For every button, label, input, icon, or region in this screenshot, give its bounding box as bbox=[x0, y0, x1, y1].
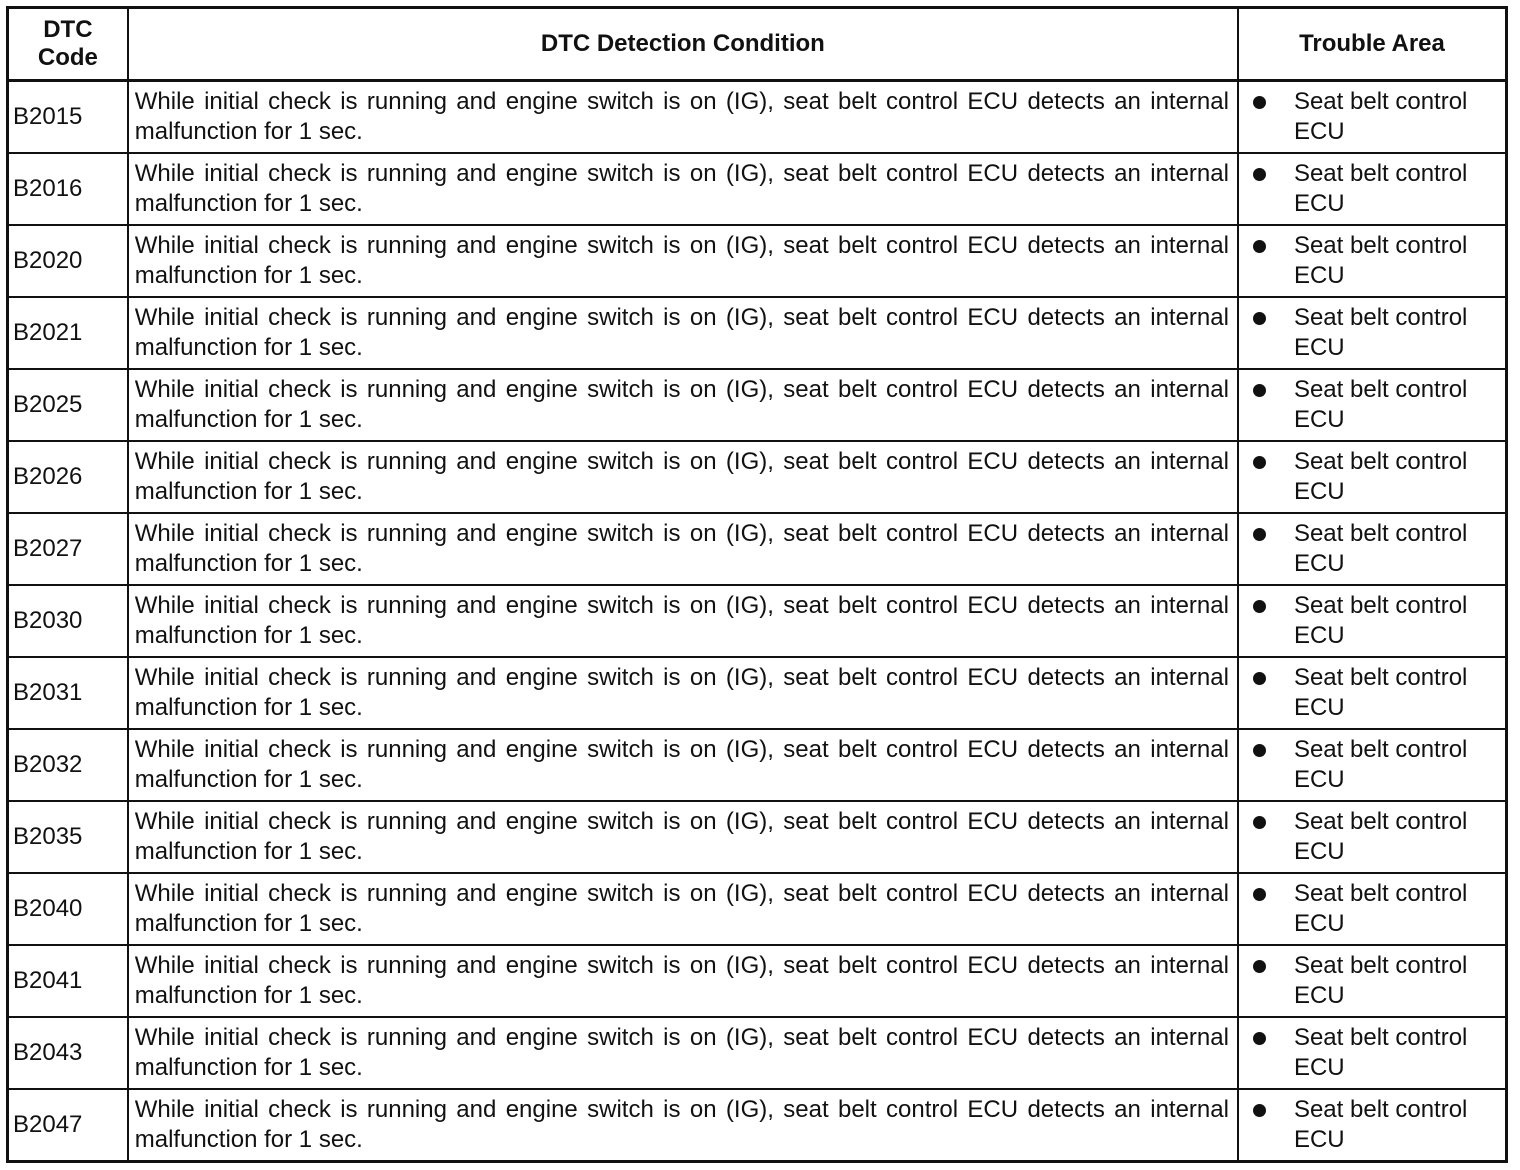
bullet-icon bbox=[1253, 384, 1266, 397]
trouble-area-text: Seat belt control ECU bbox=[1293, 1096, 1468, 1153]
trouble-area-text: Seat belt control ECU bbox=[1293, 880, 1468, 937]
trouble-area-cell bbox=[1238, 153, 1507, 225]
trouble-area-cell bbox=[1238, 945, 1507, 1017]
table-row bbox=[8, 873, 1507, 945]
trouble-area-cell bbox=[1238, 513, 1507, 585]
dtc-code-cell: B2040 bbox=[8, 873, 128, 945]
trouble-area-text: Seat belt control ECU bbox=[1293, 376, 1468, 433]
trouble-area-cell bbox=[1238, 369, 1507, 441]
trouble-area-item bbox=[1253, 591, 1499, 651]
detection-condition-cell: While initial check is running and engine switch is on (IG), seat belt control ECU detects an internal malfunction for 1 sec. bbox=[128, 1017, 1238, 1089]
dtc-code-cell: B2047 bbox=[8, 1089, 128, 1162]
dtc-code-cell: B2035 bbox=[8, 801, 128, 873]
trouble-area-text: Seat belt control ECU bbox=[1293, 736, 1468, 793]
dtc-code-cell: B2026 bbox=[8, 441, 128, 513]
table-row bbox=[8, 441, 1507, 513]
table-row bbox=[8, 657, 1507, 729]
detection-condition-cell: While initial check is running and engine switch is on (IG), seat belt control ECU detects an internal malfunction for 1 sec. bbox=[128, 441, 1238, 513]
table-row bbox=[8, 729, 1507, 801]
bullet-icon bbox=[1253, 888, 1266, 901]
trouble-area-item bbox=[1253, 447, 1499, 507]
trouble-area-text: Seat belt control ECU bbox=[1293, 592, 1468, 649]
bullet-icon bbox=[1253, 240, 1266, 253]
trouble-area-item bbox=[1253, 159, 1499, 219]
trouble-area-cell bbox=[1238, 225, 1507, 297]
trouble-area-item bbox=[1253, 303, 1499, 363]
dtc-code-cell: B2027 bbox=[8, 513, 128, 585]
table-row bbox=[8, 369, 1507, 441]
trouble-area-cell bbox=[1238, 1089, 1507, 1162]
detection-condition-cell: While initial check is running and engine switch is on (IG), seat belt control ECU detects an internal malfunction for 1 sec. bbox=[128, 945, 1238, 1017]
table-row bbox=[8, 81, 1507, 154]
trouble-area-cell bbox=[1238, 1017, 1507, 1089]
trouble-area-cell bbox=[1238, 657, 1507, 729]
trouble-area-cell bbox=[1238, 873, 1507, 945]
trouble-area-text: Seat belt control ECU bbox=[1293, 304, 1468, 361]
trouble-area-cell bbox=[1238, 585, 1507, 657]
dtc-code-cell: B2032 bbox=[8, 729, 128, 801]
table-row bbox=[8, 153, 1507, 225]
trouble-area-text: Seat belt control ECU bbox=[1293, 664, 1468, 721]
detection-condition-cell: While initial check is running and engine switch is on (IG), seat belt control ECU detects an internal malfunction for 1 sec. bbox=[128, 513, 1238, 585]
dtc-code-cell: B2043 bbox=[8, 1017, 128, 1089]
trouble-area-cell bbox=[1238, 801, 1507, 873]
trouble-area-text: Seat belt control ECU bbox=[1293, 232, 1468, 289]
trouble-area-item bbox=[1253, 807, 1499, 867]
header-detection-condition: DTC Detection Condition bbox=[128, 8, 1238, 81]
dtc-code-cell: B2020 bbox=[8, 225, 128, 297]
trouble-area-item bbox=[1253, 663, 1499, 723]
trouble-area-item bbox=[1253, 1095, 1499, 1155]
dtc-code-cell: B2030 bbox=[8, 585, 128, 657]
trouble-area-item bbox=[1253, 375, 1499, 435]
table-row bbox=[8, 945, 1507, 1017]
table-header-row bbox=[8, 8, 1507, 81]
bullet-icon bbox=[1253, 1104, 1266, 1117]
trouble-area-item bbox=[1253, 231, 1499, 291]
bullet-icon bbox=[1253, 456, 1266, 469]
trouble-area-text: Seat belt control ECU bbox=[1293, 88, 1468, 145]
detection-condition-cell: While initial check is running and engine switch is on (IG), seat belt control ECU detects an internal malfunction for 1 sec. bbox=[128, 585, 1238, 657]
detection-condition-cell: While initial check is running and engine switch is on (IG), seat belt control ECU detects an internal malfunction for 1 sec. bbox=[128, 369, 1238, 441]
dtc-code-cell: B2025 bbox=[8, 369, 128, 441]
bullet-icon bbox=[1253, 96, 1266, 109]
detection-condition-cell: While initial check is running and engine switch is on (IG), seat belt control ECU detects an internal malfunction for 1 sec. bbox=[128, 657, 1238, 729]
trouble-area-cell bbox=[1238, 441, 1507, 513]
detection-condition-cell: While initial check is running and engine switch is on (IG), seat belt control ECU detects an internal malfunction for 1 sec. bbox=[128, 297, 1238, 369]
detection-condition-cell: While initial check is running and engine switch is on (IG), seat belt control ECU detects an internal malfunction for 1 sec. bbox=[128, 729, 1238, 801]
bullet-icon bbox=[1253, 528, 1266, 541]
trouble-area-text: Seat belt control ECU bbox=[1293, 520, 1468, 577]
trouble-area-text: Seat belt control ECU bbox=[1293, 952, 1468, 1009]
detection-condition-cell: While initial check is running and engine switch is on (IG), seat belt control ECU detects an internal malfunction for 1 sec. bbox=[128, 153, 1238, 225]
trouble-area-text: Seat belt control ECU bbox=[1293, 448, 1468, 505]
bullet-icon bbox=[1253, 672, 1266, 685]
dtc-table bbox=[6, 6, 1508, 1163]
bullet-icon bbox=[1253, 960, 1266, 973]
table-row bbox=[8, 1089, 1507, 1162]
trouble-area-item bbox=[1253, 1023, 1499, 1083]
dtc-code-cell: B2041 bbox=[8, 945, 128, 1017]
table-row bbox=[8, 297, 1507, 369]
dtc-code-cell: B2021 bbox=[8, 297, 128, 369]
header-dtc-code: DTC Code bbox=[8, 8, 128, 81]
header-trouble-area: Trouble Area bbox=[1238, 8, 1507, 81]
trouble-area-item bbox=[1253, 951, 1499, 1011]
trouble-area-item bbox=[1253, 87, 1499, 147]
table-row bbox=[8, 225, 1507, 297]
detection-condition-cell: While initial check is running and engine switch is on (IG), seat belt control ECU detects an internal malfunction for 1 sec. bbox=[128, 873, 1238, 945]
bullet-icon bbox=[1253, 312, 1266, 325]
detection-condition-cell: While initial check is running and engine switch is on (IG), seat belt control ECU detects an internal malfunction for 1 sec. bbox=[128, 225, 1238, 297]
dtc-code-cell: B2015 bbox=[8, 81, 128, 154]
bullet-icon bbox=[1253, 744, 1266, 757]
table-row bbox=[8, 801, 1507, 873]
table-row bbox=[8, 1017, 1507, 1089]
trouble-area-text: Seat belt control ECU bbox=[1293, 808, 1468, 865]
table-row bbox=[8, 513, 1507, 585]
trouble-area-cell bbox=[1238, 81, 1507, 154]
trouble-area-item bbox=[1253, 879, 1499, 939]
dtc-code-cell: B2031 bbox=[8, 657, 128, 729]
detection-condition-cell: While initial check is running and engine switch is on (IG), seat belt control ECU detects an internal malfunction for 1 sec. bbox=[128, 1089, 1238, 1162]
trouble-area-item bbox=[1253, 519, 1499, 579]
detection-condition-cell: While initial check is running and engine switch is on (IG), seat belt control ECU detects an internal malfunction for 1 sec. bbox=[128, 81, 1238, 154]
detection-condition-cell: While initial check is running and engine switch is on (IG), seat belt control ECU detects an internal malfunction for 1 sec. bbox=[128, 801, 1238, 873]
trouble-area-item bbox=[1253, 735, 1499, 795]
table-row bbox=[8, 585, 1507, 657]
trouble-area-text: Seat belt control ECU bbox=[1293, 1024, 1468, 1081]
dtc-code-cell: B2016 bbox=[8, 153, 128, 225]
table-body bbox=[8, 81, 1507, 1162]
bullet-icon bbox=[1253, 168, 1266, 181]
bullet-icon bbox=[1253, 816, 1266, 829]
trouble-area-text: Seat belt control ECU bbox=[1293, 160, 1468, 217]
trouble-area-cell bbox=[1238, 297, 1507, 369]
trouble-area-cell bbox=[1238, 729, 1507, 801]
bullet-icon bbox=[1253, 1032, 1266, 1045]
bullet-icon bbox=[1253, 600, 1266, 613]
